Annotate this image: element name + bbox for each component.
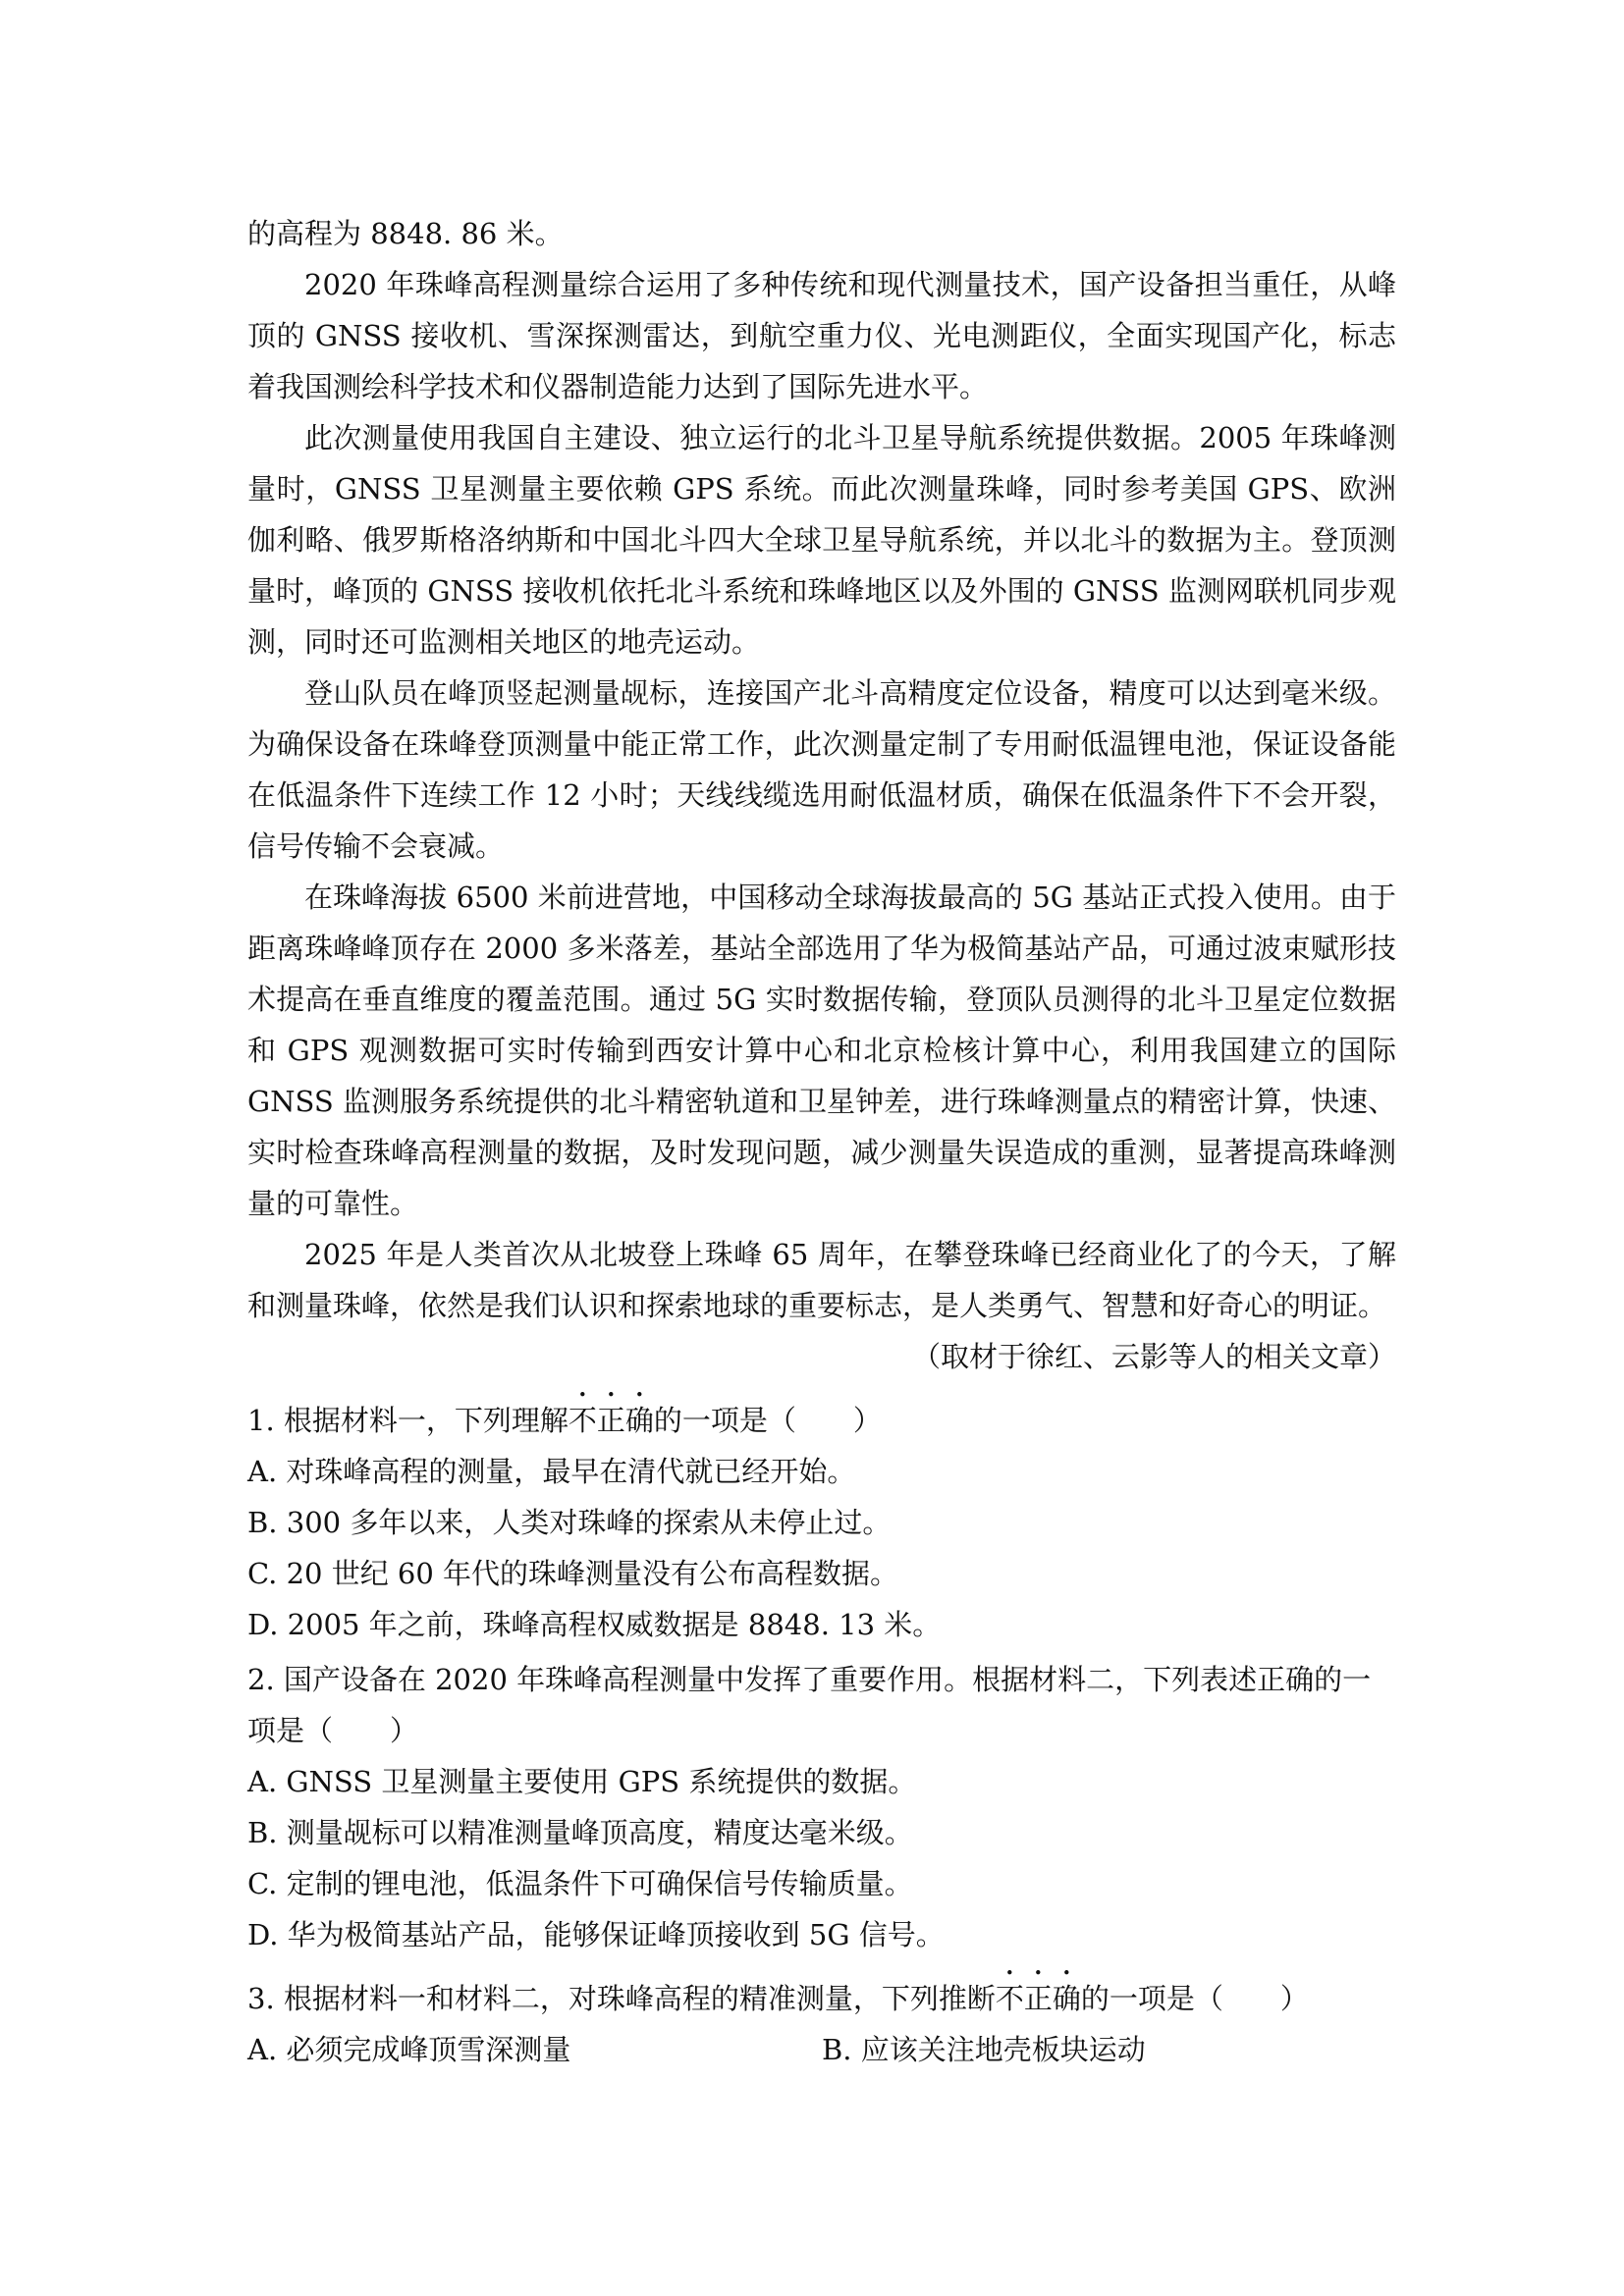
question-stem-text: 的一项是（ ） <box>1080 1982 1309 2015</box>
question-stem-text: 的一项是（ ） <box>653 1404 882 1437</box>
question-1 <box>247 1386 1396 1650</box>
question-2 <box>247 1654 1396 1960</box>
option-row <box>247 2024 1396 2075</box>
emphasized-text: 不正确 <box>995 1982 1081 2015</box>
emphasized-text: 不正确 <box>568 1404 654 1437</box>
question-stem <box>247 1964 1396 2024</box>
option-a: A. GNSS 卫星测量主要使用 GPS 系统提供的数据。 <box>247 1765 917 1798</box>
passage-source: （取材于徐红、云影等人的相关文章） <box>911 1340 1396 1373</box>
question-stem: 2. 国产设备在 2020 年珠峰高程测量中发挥了重要作用。根据材料二，下列表述正确的一项是（ ） <box>247 1663 1372 1747</box>
option-a: A. 对珠峰高程的测量，最早在清代就已经开始。 <box>247 1455 856 1488</box>
option-d: D. 2005 年之前，珠峰高程权威数据是 8848. 13 米。 <box>247 1608 942 1641</box>
option-b: B. 测量觇标可以精准测量峰顶高度，精度达毫米级。 <box>247 1816 913 1849</box>
passage-paragraph: 登山队员在峰顶竖起测量觇标，连接国产北斗高精度定位设备，精度可以达到毫米级。为确保设备在珠峰登顶测量中能正常工作，此次测量定制了专用耐低温锂电池，保证设备能在低温条件下连续工作 12 小时；天线线缆选用耐低温材质，确保在低温条件下不会开裂，信号传输不会衰减。 <box>247 676 1396 863</box>
passage-paragraph: 在珠峰海拔 6500 米前进营地，中国移动全球海拔最高的 5G 基站正式投入使用。由于距离珠峰峰顶存在 2000 多米落差，基站全部选用了华为极简基站产品，可通过波束赋形技术提高在垂直维度的覆盖范围。通过 5G 实时数据传输，登顶队员测得的北斗卫星定位数据和 GPS 观测数据可实时传输到西安计算中心和北京检核计算中心，利用我国建立的国际 GNSS 监测服务系统提供的北斗精密轨道和卫星钟差，进行珠峰测量点的精密计算，快速、实时检查珠峰高程测量的数据，及时发现问题，减少测量失误造成的重测，显著提高珠峰测量的可靠性。 <box>247 881 1396 1220</box>
passage-intro-line: 的高程为 8848. 86 米。 <box>247 217 564 250</box>
option-b: B. 300 多年以来，人类对珠峰的探索从未停止过。 <box>247 1506 892 1539</box>
question-stem <box>247 1386 1396 1446</box>
option-a: A. 必须完成峰顶雪深测量 <box>247 2033 571 2066</box>
option-c: C. 20 世纪 60 年代的珠峰测量没有公布高程数据。 <box>247 1557 899 1590</box>
option-b: B. 应该关注地壳板块运动 <box>822 2033 1146 2066</box>
option-c: C. 定制的锂电池，低温条件下可确保信号传输质量。 <box>247 1867 913 1900</box>
passage-paragraph: 2025 年是人类首次从北坡登上珠峰 65 周年，在攀登珠峰已经商业化了的今天，了解和测量珠峰，依然是我们认识和探索地球的重要标志，是人类勇气、智慧和好奇心的明证。 <box>247 1238 1396 1322</box>
page-content <box>247 208 1396 2075</box>
passage-paragraph: 2020 年珠峰高程测量综合运用了多种传统和现代测量技术，国产设备担当重任，从峰顶的 GNSS 接收机、雪深探测雷达，到航空重力仪、光电测距仪，全面实现国产化，标志着我国测绘科学技术和仪器制造能力达到了国际先进水平。 <box>247 268 1396 403</box>
question-stem-text: 3. 根据材料一和材料二，对珠峰高程的精准测量，下列推断 <box>247 1982 996 2015</box>
question-stem-text: 1. 根据材料一，下列理解 <box>247 1404 568 1437</box>
option-d: D. 华为极简基站产品，能够保证峰顶接收到 5G 信号。 <box>247 1918 945 1951</box>
question-3 <box>247 1964 1396 2075</box>
passage-paragraph: 此次测量使用我国自主建设、独立运行的北斗卫星导航系统提供数据。2005 年珠峰测量时，GNSS 卫星测量主要依赖 GPS 系统。而此次测量珠峰，同时参考美国 GPS、欧洲伽利略、俄罗斯格洛纳斯和中国北斗四大全球卫星导航系统，并以北斗的数据为主。登顶测量时，峰顶的 GNSS 接收机依托北斗系统和珠峰地区以及外围的 GNSS 监测网联机同步观测，同时还可监测相关地区的地壳运动。 <box>247 421 1396 659</box>
